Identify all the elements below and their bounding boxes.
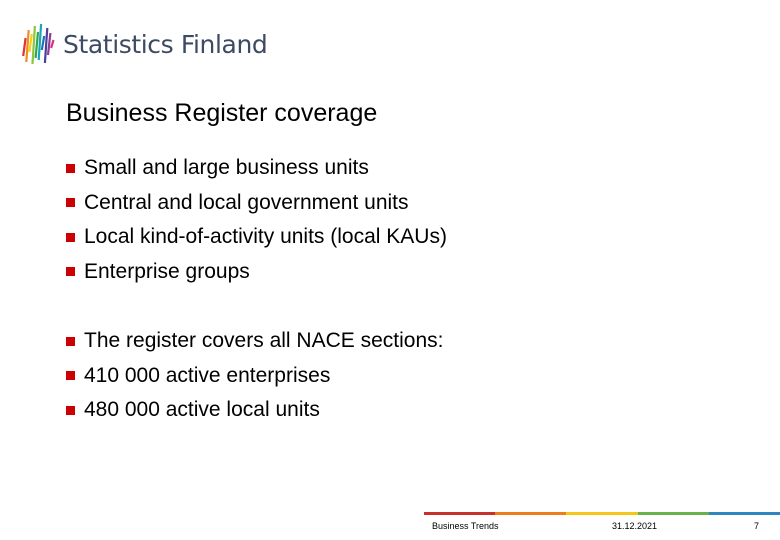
nace-coverage-list	[66, 324, 443, 428]
list-item-text: Small and large business units	[84, 156, 369, 179]
statistics-finland-logo	[22, 22, 267, 66]
logo-bar	[39, 24, 41, 60]
footer-stripe-segment	[424, 512, 495, 515]
footer-stripe-segment	[709, 512, 780, 515]
coverage-list	[66, 151, 447, 289]
list-item	[66, 220, 447, 255]
footer-stripe-segment	[638, 512, 709, 515]
bullet-square-icon	[66, 198, 75, 207]
logo-bar	[26, 30, 28, 62]
bullet-square-icon	[66, 371, 75, 380]
list-item-text: 410 000 active enterprises	[84, 363, 331, 387]
footer-color-stripe	[424, 512, 780, 515]
logo-bar	[45, 28, 47, 63]
logo-bar	[51, 40, 53, 48]
logo-bar	[42, 36, 44, 50]
list-item	[66, 151, 447, 186]
footer-date: 31.12.2021	[612, 521, 658, 531]
brand-name: Statistics Finland	[63, 29, 268, 59]
bullet-square-icon	[66, 337, 75, 346]
footer-page-number: 7	[754, 521, 760, 531]
slide-title: Business Register coverage	[66, 99, 378, 127]
list-item	[66, 324, 443, 359]
list-item-text: Enterprise groups	[84, 259, 250, 283]
list-item-text: The register covers all NACE sections:	[84, 329, 444, 352]
footer-stripe-segment	[495, 512, 566, 515]
logo-bar	[48, 33, 50, 55]
logo-bar	[33, 26, 35, 64]
list-item	[66, 255, 447, 290]
logo-bar	[23, 38, 25, 56]
footer-stripe-segment	[566, 512, 637, 515]
list-item	[66, 359, 443, 394]
bullet-square-icon	[66, 164, 75, 173]
bullet-square-icon	[66, 267, 75, 276]
logo-bar	[36, 32, 38, 58]
list-item-text: Local kind-of-activity units (local KAUs)	[84, 225, 447, 248]
logo-bar	[29, 34, 31, 52]
bullet-square-icon	[66, 233, 75, 242]
list-item	[66, 393, 443, 428]
slide-footer	[424, 512, 780, 540]
footer-presentation-name: Business Trends	[432, 521, 499, 531]
list-item-text: Central and local government units	[84, 190, 409, 214]
bullet-square-icon	[66, 406, 75, 415]
list-item	[66, 186, 447, 221]
list-item-text: 480 000 active local units	[84, 398, 320, 421]
statistics-finland-logo-icon	[22, 22, 56, 66]
